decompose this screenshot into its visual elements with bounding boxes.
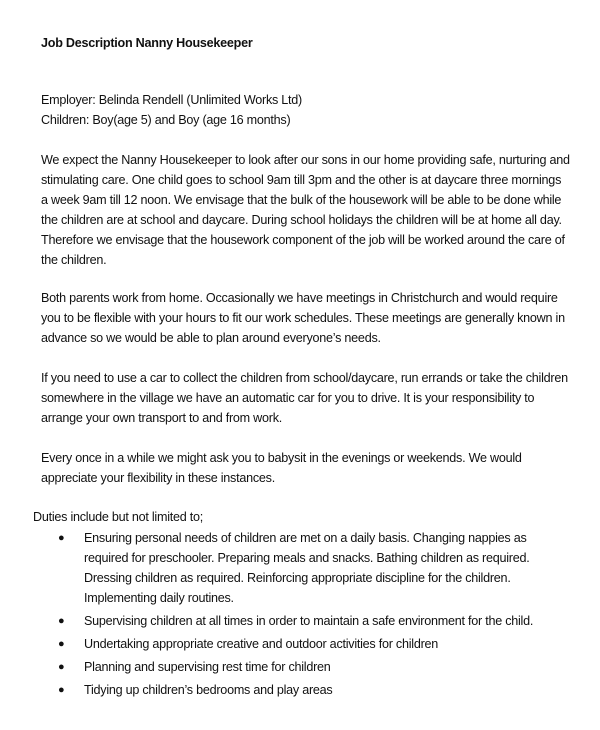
text-line: advance so we would be able to plan around everyone’s needs. (41, 331, 381, 345)
text-line: If you need to use a car to collect the children from school/daycare, run errands or take the children (41, 371, 568, 385)
text-line: Ensuring personal needs of children are met on a daily basis. Changing nappies as (84, 531, 527, 545)
text-line: a week 9am till 12 noon. We envisage that the bulk of the housework will be able to be done while (41, 193, 562, 207)
text-line: the children. (41, 253, 107, 267)
text-line: Every once in a while we might ask you to babysit in the evenings or weekends. We would (41, 451, 522, 465)
list-item (54, 634, 533, 654)
text-line: Tidying up children’s bedrooms and play areas (84, 683, 333, 697)
text-line: We expect the Nanny Housekeeper to look after our sons in our home providing safe, nurturing and (41, 153, 570, 167)
text-line: Planning and supervising rest time for children (84, 660, 331, 674)
text-line: Dressing children as required. Reinforcing appropriate discipline for the children. (84, 571, 511, 585)
text-line: appreciate your flexibility in these instances. (41, 471, 275, 485)
employer-info (41, 90, 302, 130)
text-line: Both parents work from home. Occasionally we have meetings in Christchurch and would require (41, 291, 558, 305)
bullet-icon: ● (58, 684, 65, 696)
text-line: Therefore we envisage that the housework component of the job will be worked around the care of (41, 233, 565, 247)
text-line: stimulating care. One child goes to school 9am till 3pm and the other is at daycare three mornings (41, 173, 562, 187)
list-item (54, 680, 533, 700)
document-title: Job Description Nanny Housekeeper (41, 36, 253, 50)
text-line: the children are at school and daycare. During school holidays the children will be at home all day. (41, 213, 562, 227)
text-line: you to be flexible with your hours to fit our work schedules. These meetings are generally known in (41, 311, 565, 325)
duties-heading: Duties include but not limited to; (33, 510, 204, 524)
employer-line: Employer: Belinda Rendell (Unlimited Works Ltd) (41, 93, 302, 107)
text-line: arrange your own transport to and from work. (41, 411, 282, 425)
text-line: Implementing daily routines. (84, 591, 234, 605)
list-item (54, 657, 533, 677)
bullet-icon: ● (58, 661, 65, 673)
paragraph-overview (41, 150, 570, 270)
bullet-icon: ● (58, 638, 65, 650)
text-line: required for preschooler. Preparing meals and snacks. Bathing children as required. (84, 551, 530, 565)
text-line: somewhere in the village we have an automatic car for you to drive. It is your responsibility to (41, 391, 535, 405)
text-line: Undertaking appropriate creative and outdoor activities for children (84, 637, 439, 651)
children-line: Children: Boy(age 5) and Boy (age 16 months) (41, 113, 291, 127)
list-item (54, 611, 533, 631)
paragraph-car (41, 368, 568, 428)
bullet-icon: ● (58, 615, 65, 627)
bullet-icon: ● (58, 532, 65, 544)
paragraph-babysit (41, 448, 522, 488)
list-item (54, 528, 533, 608)
paragraph-schedule (41, 288, 565, 348)
text-line: Supervising children at all times in order to maintain a safe environment for the child. (84, 614, 534, 628)
duties-list (54, 528, 533, 703)
